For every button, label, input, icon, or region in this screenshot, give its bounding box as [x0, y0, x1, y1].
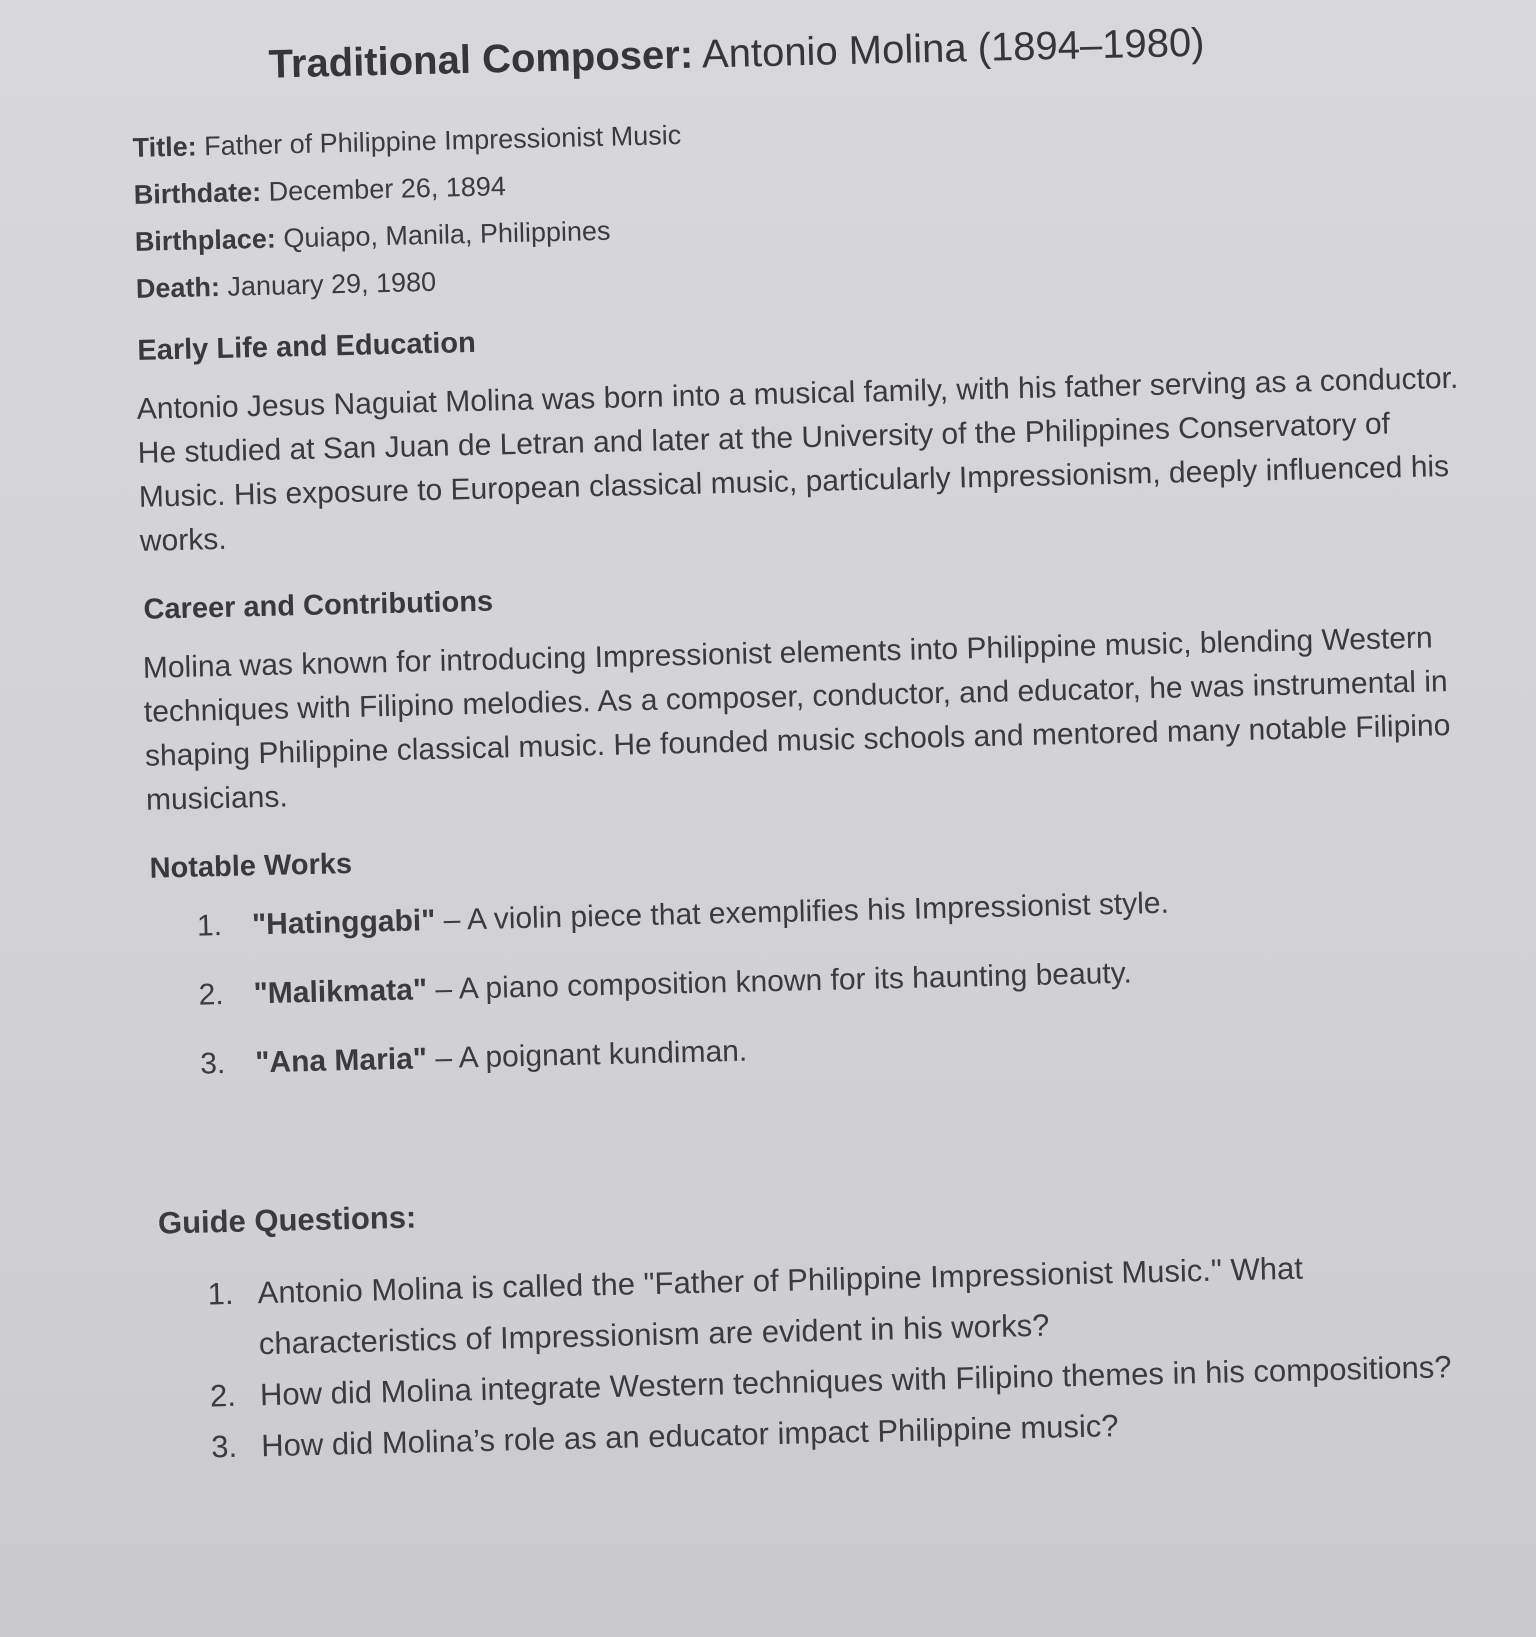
work-title: "Hatinggabi" [251, 904, 436, 942]
section-heading-guide-questions: Guide Questions: [157, 1199, 417, 1241]
work-title: "Ana Maria" [254, 1042, 428, 1080]
question-text: How did Molina integrate Western techniques with Filipino themes in his compositions? [259, 1349, 1452, 1413]
document-sheet [128, 4, 1502, 1473]
document-title [268, 4, 1469, 96]
section-heading-notable-works: Notable Works [149, 847, 353, 885]
list-number: 1. [196, 909, 223, 943]
question-text: Antonio Molina is called the "Father of Philippine Impressionist Music." What characteristics of Impressionism are evident in his works? [257, 1250, 1304, 1362]
fact-list [130, 96, 1474, 309]
work-description: – A poignant kundiman. [426, 1034, 748, 1076]
list-number: 2. [198, 978, 225, 1012]
fact-value: January 29, 1980 [227, 266, 437, 302]
notable-works-list [148, 874, 1492, 1088]
guide-questions-list [157, 1238, 1501, 1474]
work-description: – A violin piece that exemplifies his Impressionist style. [434, 886, 1170, 937]
list-item [198, 943, 1491, 1017]
title-lead: Traditional Composer: [268, 32, 694, 87]
fact-value: Quiapo, Manila, Philippines [283, 215, 611, 254]
career-paragraph: Molina was known for introducing Impressionist elements into Philippine music, blending Western techniques with Filipino melodies. As a composer, conductor, and educator, he was instrumental in shaping Philippine classical music. He founded music schools and mentored many notable Filipino musicians. [142, 621, 1451, 817]
fact-label: Title: [132, 131, 197, 163]
fact-label: Birthplace: [134, 223, 277, 257]
section-heading-career: Career and Contributions [143, 585, 494, 626]
fact-label: Death: [135, 271, 221, 304]
fact-value: Father of Philippine Impressionist Music [203, 119, 682, 162]
title-rest: Antonio Molina (1894–1980) [701, 20, 1205, 77]
question-text: How did Molina’s role as an educator impact Philippine music? [260, 1408, 1119, 1464]
list-number: 2. [209, 1377, 237, 1414]
list-number: 3. [199, 1046, 226, 1081]
work-title: "Malikmata" [253, 973, 428, 1011]
list-number: 3. [210, 1428, 238, 1465]
list-item [200, 1012, 1493, 1086]
list-number: 1. [207, 1275, 234, 1312]
early-life-paragraph: Antonio Jesus Naguiat Molina was born into a musical family, with his father serving as a conductor. He studied at San Juan de Letran and later at the University of the Philippines Conservatory of Music. His exposure to European classical music, particularly Impressionism, deeply influenced his works. [136, 361, 1459, 558]
fact-label: Birthdate: [133, 176, 262, 210]
section-heading-early-life: Early Life and Education [137, 326, 477, 367]
work-description: – A piano composition known for its haunting beauty. [426, 956, 1133, 1007]
fact-value: December 26, 1894 [268, 171, 507, 207]
list-item [196, 874, 1489, 948]
